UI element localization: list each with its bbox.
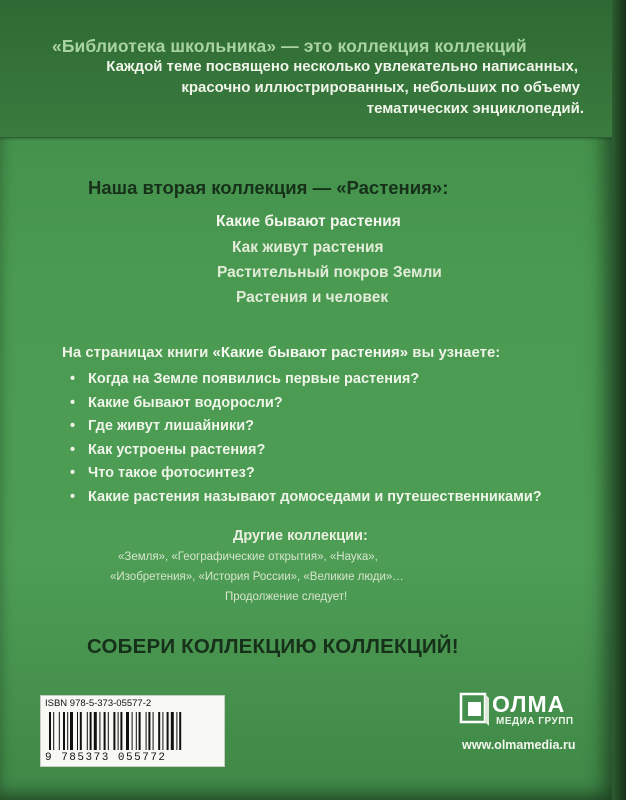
learn-list: [70, 370, 542, 512]
learn-item: • Где живут лишайники?: [70, 417, 542, 441]
learn-item: • Как устроены растения?: [70, 441, 542, 465]
learn-item: • Какие растения называют домоседами и путешественниками?: [70, 488, 542, 512]
call-to-action: СОБЕРИ КОЛЛЕКЦИЮ КОЛЛЕКЦИЙ!: [87, 635, 459, 658]
publisher-logo: [459, 688, 609, 728]
learn-item: • Когда на Земле появились первые растения?: [70, 370, 542, 394]
learn-suffix: вы узнаете:: [408, 344, 501, 361]
book-title: «Какие бывают растения»: [212, 344, 409, 361]
intro-line: красочно иллюстрированных, небольших по объему: [181, 79, 580, 96]
barcode-bars: [49, 712, 217, 750]
other-collections-line: «Изобретения», «История России», «Великие люди»…: [110, 571, 404, 583]
learn-prefix: На страницах книги: [62, 344, 213, 361]
top-band-edge: [0, 137, 612, 141]
collection-item: Растительный покров Земли: [217, 264, 442, 281]
collection-heading: Наша вторая коллекция — «Растения»:: [88, 177, 449, 198]
learn-item: • Что такое фотосинтез?: [70, 464, 542, 488]
publisher-logo-subtitle: МЕДИА ГРУПП: [496, 716, 574, 727]
intro-line: Каждой теме посвящено несколько увлекательно написанных,: [106, 58, 578, 75]
collection-item: Растения и человек: [236, 289, 389, 306]
series-slogan: «Библиотека школьника» — это коллекция коллекций: [52, 36, 527, 56]
barcode-label: [40, 695, 225, 767]
publisher-logo-name: ОЛМА: [492, 691, 566, 717]
learn-heading: [62, 344, 500, 361]
other-collections-title: Другие коллекции:: [233, 528, 368, 544]
intro-line: тематических энциклопедий.: [366, 100, 584, 117]
collection-item: Как живут растения: [232, 239, 384, 256]
cover-edge-shadow: [612, 0, 626, 800]
barcode-number: 9 785373 055772: [45, 752, 167, 764]
publisher-logo-icon: [459, 692, 489, 726]
collection-item: Какие бывают растения: [216, 213, 401, 230]
learn-item: • Какие бывают водоросли?: [70, 394, 542, 418]
isbn-text: ISBN 978-5-373-05577-2: [45, 698, 152, 709]
other-collections-line: Продолжение следует!: [225, 591, 348, 603]
other-collections-line: «Земля», «Географические открытия», «Наука»,: [118, 551, 378, 563]
publisher-website: www.olmamedia.ru: [462, 738, 576, 752]
